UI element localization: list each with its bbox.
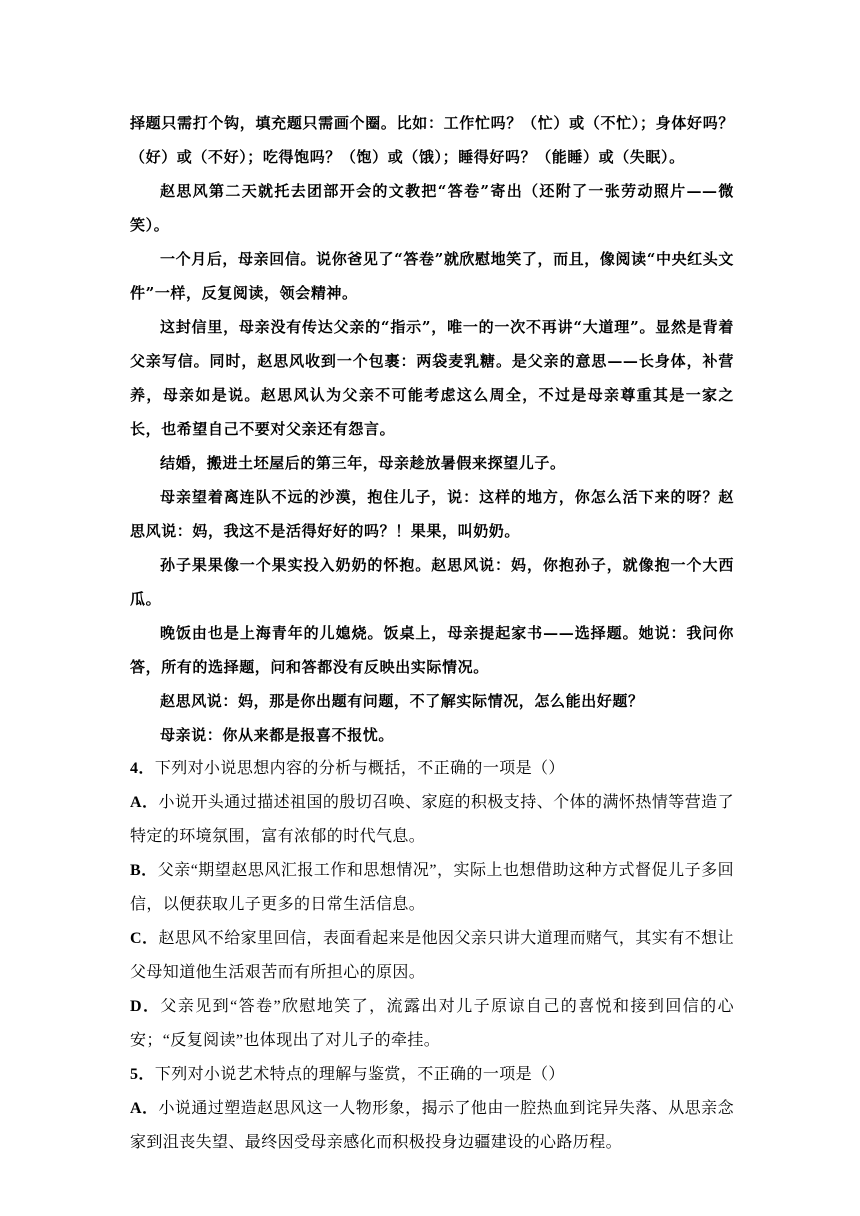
question-text: 下列对小说思想内容的分析与概括，不正确的一项是（） — [154, 760, 565, 777]
question-4-option-a — [130, 786, 734, 854]
question-text: 下列对小说艺术特点的理解与鉴赏，不正确的一项是（） — [154, 1066, 565, 1083]
option-text: 父亲“期望赵思风汇报工作和思想情况”，实际上也想借助这种方式督促儿子多回信，以便获取儿子更多的日常生活信息。 — [130, 862, 734, 913]
question-4-stem — [130, 752, 734, 786]
passage-paragraph: 结婚，搬进土坯屋后的第三年，母亲趁放暑假来探望儿子。 — [160, 454, 566, 472]
option-letter: A． — [130, 1100, 159, 1117]
passage-paragraph: 赵思风第二天就托去团部开会的文教把“答卷”寄出（还附了一张劳动照片——微笑）。 — [130, 182, 734, 234]
question-4-option-d — [130, 990, 734, 1058]
passage-paragraph: 孙子果果像一个果实投入奶奶的怀抱。赵思风说：妈，你抱孙子，就像抱一个大西瓜。 — [130, 556, 734, 608]
passage-paragraph: 这封信里，母亲没有传达父亲的“指示”，唯一的一次不再讲“大道理”。显然是背着父亲写信。同时，赵思风收到一个包裹：两袋麦乳糖。是父亲的意思——长身体，补营养，母亲如是说。赵思风认为父亲不可能考虑这么周全，不过是母亲尊重其是一家之长，也希望自己不要对父亲还有怨言。 — [130, 318, 734, 438]
option-letter: D． — [130, 998, 161, 1015]
question-5-option-a — [130, 1092, 734, 1160]
passage-paragraph: 赵思风说：妈，那是你出题有问题，不了解实际情况，怎么能出好题？ — [160, 692, 644, 710]
option-text: 父亲见到“答卷”欣慰地笑了，流露出对儿子原谅自己的喜悦和接到回信的心安；“反复阅读”也体现出了对儿子的牵挂。 — [130, 998, 734, 1049]
question-number: 4． — [130, 760, 155, 777]
option-letter: A． — [130, 794, 159, 811]
option-text: 小说开头通过描述祖国的殷切召唤、家庭的积极支持、个体的满怀热情等营造了特定的环境氛围，富有浓郁的时代气息。 — [130, 794, 734, 845]
option-text: 赵思风不给家里回信，表面看起来是他因父亲只讲大道理而赌气，其实有不想让父母知道他生活艰苦而有所担心的原因。 — [130, 930, 734, 981]
question-4-option-b — [130, 854, 734, 922]
question-number: 5． — [130, 1066, 155, 1083]
question-5-stem — [130, 1058, 734, 1092]
passage-paragraph: 晚饭由也是上海青年的儿媳烧。饭桌上，母亲提起家书——选择题。她说：我问你答，所有的选择题，问和答都没有反映出实际情况。 — [130, 624, 734, 676]
option-text: 小说通过塑造赵思风这一人物形象，揭示了他由一腔热血到诧异失落、从思亲念家到沮丧失望、最终因受母亲感化而积极投身边疆建设的心路历程。 — [130, 1100, 734, 1151]
question-4-option-c — [130, 922, 734, 990]
passage-paragraph: 母亲说：你从来都是报喜不报忧。 — [160, 726, 395, 744]
option-letter: C． — [130, 930, 159, 947]
passage-paragraph: 择题只需打个钩，填充题只需画个圈。比如：工作忙吗？（忙）或（不忙）；身体好吗？（好）或（不好）；吃得饱吗？（饱）或（饿）；睡得好吗？（能睡）或（失眠）。 — [130, 114, 734, 166]
passage-paragraph: 一个月后，母亲回信。说你爸见了“答卷”就欣慰地笑了，而且，像阅读“中央红头文件”一样，反复阅读，领会精神。 — [130, 250, 734, 302]
option-letter: B． — [130, 862, 158, 879]
passage-paragraph: 母亲望着离连队不远的沙漠，抱住儿子，说：这样的地方，你怎么活下来的呀？赵思风说：妈，我这不是活得好好的吗？！果果，叫奶奶。 — [130, 488, 734, 540]
